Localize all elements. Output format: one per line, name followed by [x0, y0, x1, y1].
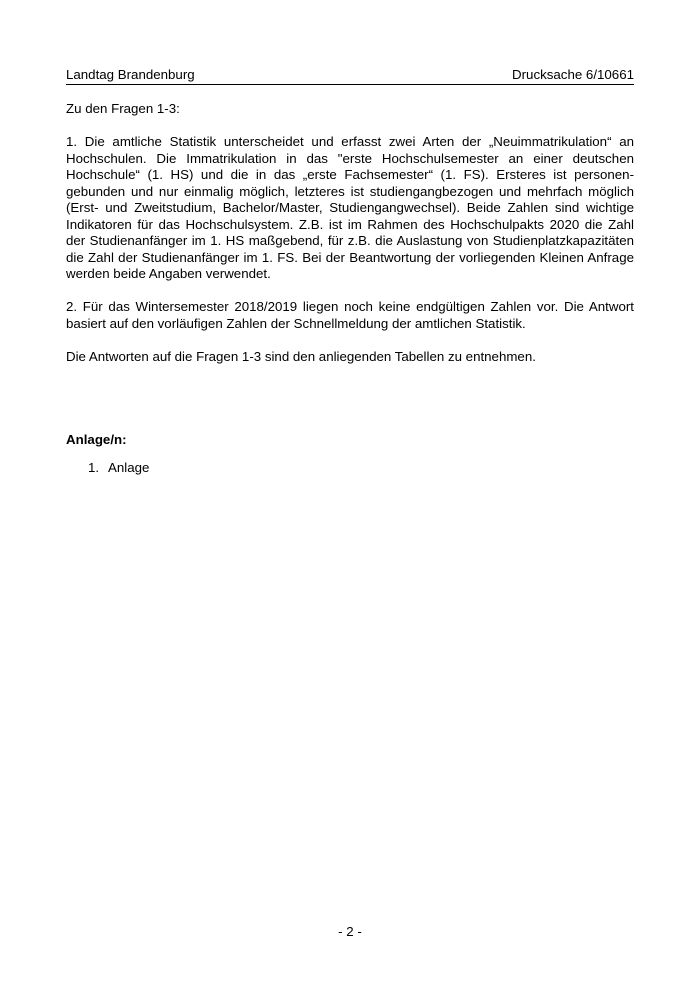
- attachments-list: [66, 460, 634, 477]
- spacer: [66, 382, 634, 432]
- page-header: [66, 66, 634, 85]
- attachments-heading: Anlage/n:: [66, 431, 127, 447]
- page-number: - 2 -: [338, 924, 362, 939]
- header-parliament: Landtag Brandenburg: [66, 67, 195, 82]
- paragraph-1: 1. Die amtliche Statistik unterscheidet und erfasst zwei Arten der „Neuimmatrikulation“ an Hochschulen. Die Immatrikulation in das "erste Hochschulsemester an einer deutschen Hochschule“ (1. HS) und die in das „erste Fachsemester“ (1. FS). Ersteres ist personengebunden und nur einmalig möglich, letzteres ist studiengangbezogen und mehrfach möglich (Erst- und Zweitstudium, Bachelor/Master, Studiengangwechsel). Beide Zahlen sind wichtige Indikatoren für das Hochschulsystem. Z.B. ist im Rahmen des Hochschulpakts 2020 die Zahl der Studienanfänger im 1. HS maßgebend, für z.B. die Auslastung von Studienplatzkapazitäten die Zahl der Studienanfänger im 1. FS. Bei der Beantwortung der vorliegenden Kleinen Anfrage werden beide Angaben verwendet.: [66, 134, 634, 281]
- paragraph-2: 2. Für das Wintersemester 2018/2019 liegen noch keine endgültigen Zahlen vor. Die Antwort basiert auf den vorläufigen Zahlen der Schnellmeldung der amtlichen Statistik.: [66, 299, 634, 331]
- document-body: [66, 101, 634, 477]
- list-item-number: 1.: [88, 460, 100, 475]
- header-document-number: Drucksache 6/10661: [512, 67, 634, 82]
- intro-line: Zu den Fragen 1-3:: [66, 101, 180, 116]
- list-item: [66, 460, 634, 477]
- paragraph-3: Die Antworten auf die Fragen 1-3 sind den anliegenden Tabellen zu entnehmen.: [66, 348, 536, 364]
- list-item-label: Anlage: [108, 460, 150, 475]
